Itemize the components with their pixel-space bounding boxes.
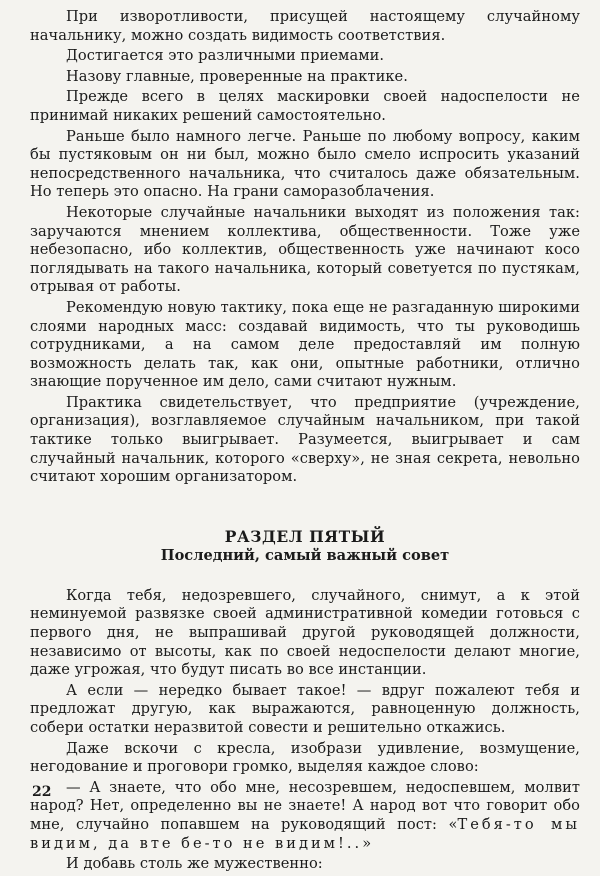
paragraph: Даже вскочи с кресла, изобрази удивление, возмущение, негодование и проговори громко, выделяя каждое слово:: [30, 739, 580, 776]
quote-spaced-text: Тебя-то мы видим, да вте бе-то не видим!..: [30, 815, 580, 852]
paragraph: И добавь столь же мужественно:: [66, 855, 323, 873]
page-body: [30, 8, 580, 876]
paragraph: Прежде всего в целях маскировки своей надоспелости не принимай никаких решений самостоятельно.: [30, 88, 580, 124]
section-subtitle: Последний, самый важный совет: [160, 546, 450, 564]
paragraph: А если — нередко бывает такое! — вдруг пожалеют тебя и предложат другую, как выражаются, равноценную должность, собери остатки неразвитой совести и решительно откажись.: [30, 681, 580, 736]
section-title: РАЗДЕЛ ПЯТЫЙ: [224, 526, 386, 546]
quote-lead: — А знаете, что обо мне, несозревшем, недоспевшем, молвит народ? Нет, определенно вы не знаете! А народ вот что говорит обо мне, случайно попавшем на руководящий пост: «: [30, 778, 580, 833]
paragraph: Некоторые случайные начальники выходят из положения так: заручаются мнением коллектива, общественности. Тоже уже небезопасно, ибо коллектив, общественность уже начинают косо поглядывать на такого начальника, который советуется по пустякам, отрывая от работы.: [30, 203, 580, 296]
section-heading: [30, 527, 580, 565]
paragraph: Рекомендую новую тактику, пока еще не разгаданную широкими слоями народных масс: создавай видимость, что ты руководишь сотрудниками, а на самом деле предоставляй им полную возможность делать так, как они, опытные работники, отлично знающие порученное им дело, сами считают нужным.: [30, 298, 580, 391]
paragraph: Когда тебя, недозревшего, случайного, снимут, а к этой неминуемой развязке своей административной комедии готовься с первого дня, не выпрашивай другой руководящей должности, независимо от высоты, как по своей недоспелости делают многие, даже угрожая, что будут писать во все инстанции.: [30, 586, 580, 679]
paragraph: Раньше было намного легче. Раньше по любому вопросу, каким бы пустяковым он ни был, можно было смело испросить указаний непосредственного начальника, что считалось даже обязательным. Но теперь это опасно. На грани саморазоблачения.: [30, 127, 580, 201]
quote-close: »: [362, 834, 372, 852]
paragraph: Достигается это различными приемами.: [66, 47, 385, 65]
quote-paragraph: [30, 779, 580, 853]
paragraph: Практика свидетельствует, что предприятие (учреждение, организация), возглавляемое случайным начальником, при такой тактике только выигрывает. Разумеется, выигрывает и сам случайный начальник, которого «сверху», не зная секрета, невольно считают хорошим организатором.: [30, 393, 580, 486]
paragraph: Назову главные, проверенные на практике.: [66, 67, 408, 85]
paragraph: При изворотливости, присущей настоящему случайному начальнику, можно создать видимость соответствия.: [30, 8, 580, 44]
page-number: 22: [32, 784, 52, 800]
